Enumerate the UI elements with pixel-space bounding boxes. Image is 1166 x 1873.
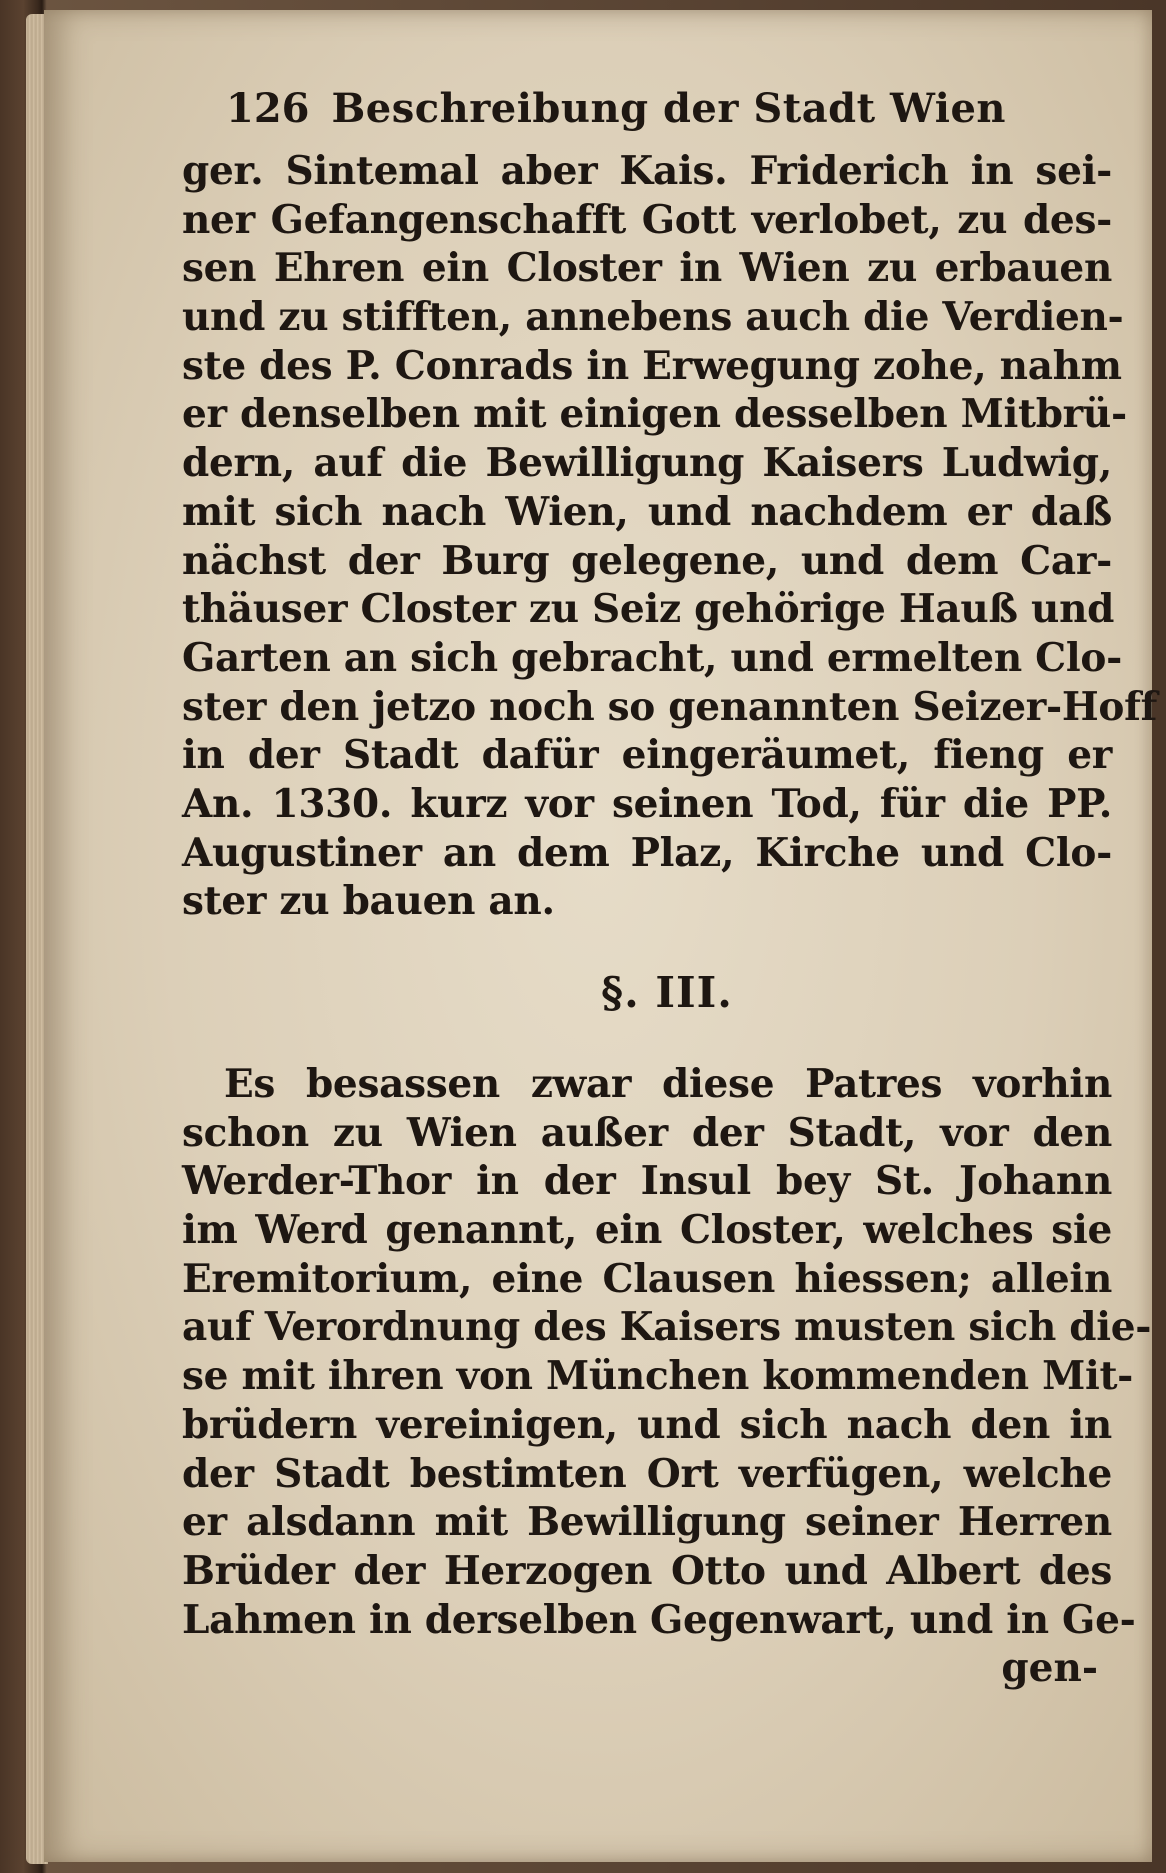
text-line: Augustiner an dem Plaz, Kirche und Clo- <box>182 829 1112 876</box>
page-number: 126 <box>226 85 310 132</box>
text-line: in der Stadt dafür eingeräumet, fieng er <box>182 732 1112 779</box>
text-line: Brüder der Herzogen Otto und Albert des <box>182 1547 1112 1594</box>
section-heading: §. III. <box>601 968 733 1017</box>
paragraph-1 <box>182 147 1158 926</box>
text-line: Lahmen in derselben Gegenwart, und in Ge- <box>182 1596 1136 1643</box>
text-line: der Stadt bestimten Ort verfügen, welche <box>182 1450 1112 1497</box>
text-line: und zu stifften, annebens auch die Verdien- <box>182 294 1124 341</box>
text-line: auf Verordnung des Kaisers musten sich die- <box>182 1304 1152 1351</box>
text-line: sen Ehren ein Closter in Wien zu erbauen <box>182 245 1112 292</box>
text-line: se mit ihren von München kommenden Mit- <box>182 1353 1134 1400</box>
running-head <box>226 85 1112 147</box>
text-line: ste des P. Conrads in Erwegung zohe, nahm <box>182 342 1122 389</box>
text-line: nächst der Burg gelegene, und dem Car- <box>182 537 1112 584</box>
text-line: Eremitorium, eine Clausen hiessen; allein <box>182 1255 1112 1302</box>
text-line: Werder-Thor in der Insul bey St. Johann <box>182 1158 1112 1205</box>
paragraph-2 <box>182 1060 1152 1644</box>
text-line: thäuser Closter zu Seiz gehörige Hauß und <box>182 586 1115 633</box>
text-line: ger. Sintemal aber Kais. Friderich in sei- <box>182 148 1112 194</box>
text-block <box>182 85 1158 1693</box>
text-line: brüdern vereinigen, und sich nach den in <box>182 1401 1112 1448</box>
text-line: schon zu Wien außer der Stadt, vor den <box>182 1109 1112 1156</box>
text-line: mit sich nach Wien, und nachdem er daß <box>182 488 1112 535</box>
text-line: ster den jetzo noch so genannten Seizer-Hoff <box>182 683 1158 730</box>
text-line: ster zu bauen an. <box>182 878 555 925</box>
text-line: An. 1330. kurz vor seinen Tod, für die PP. <box>182 780 1112 827</box>
text-line: er alsdann mit Bewilligung seiner Herren <box>182 1499 1112 1546</box>
text-line: im Werd genannt, ein Closter, welches sie <box>182 1207 1112 1254</box>
text-line: ner Gefangenschafft Gott verlobet, zu des- <box>182 196 1112 243</box>
running-title: Beschreibung der Stadt Wien <box>331 85 1006 132</box>
text-line: dern, auf die Bewilligung Kaisers Ludwig, <box>182 440 1112 487</box>
text-line: Garten an sich gebracht, und ermelten Clo- <box>182 634 1123 681</box>
catchword: gen- <box>1001 1645 1098 1692</box>
text-line: Es besassen zwar diese Patres vorhin <box>224 1061 1112 1107</box>
text-line: er denselben mit einigen desselben Mitbrü- <box>182 391 1127 438</box>
